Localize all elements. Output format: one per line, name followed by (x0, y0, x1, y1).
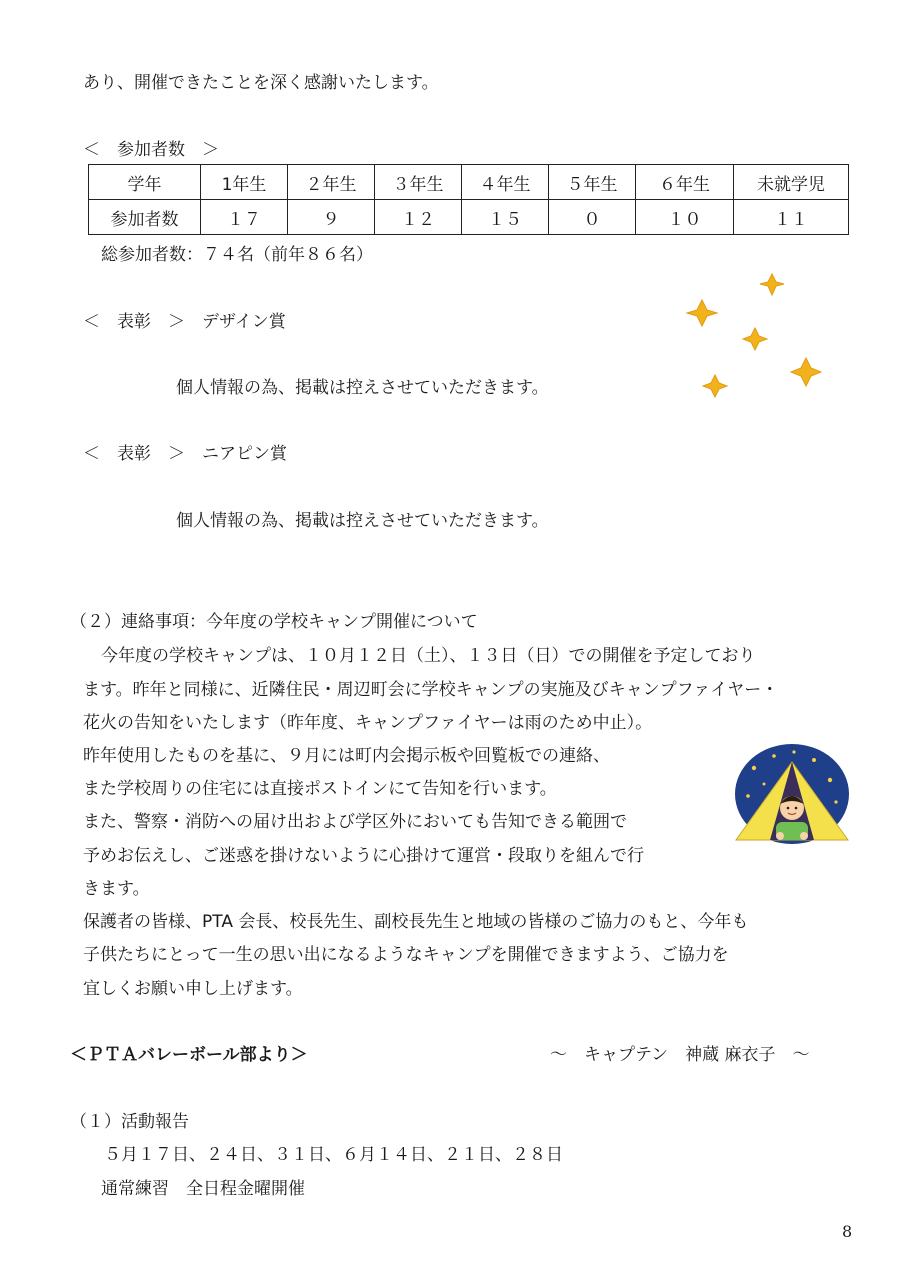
table-cell: １０ (636, 200, 734, 235)
notice-line: 今年度の学校キャンプは、１０月１２日（土）、１３日（日）での開催を予定しており (101, 646, 756, 666)
notice-line: ます。昨年と同様に、近隣住民・周辺町会に学校キャンプの実施及びキャンプファイヤー・ (83, 680, 779, 700)
participants-table (88, 164, 849, 235)
table-cell: １５ (462, 200, 549, 235)
award-heading: ＜ 表彰 ＞ ニアピン賞 (83, 444, 287, 464)
table-header-cell: ３年生 (375, 165, 462, 200)
table-cell: １７ (201, 200, 288, 235)
table-row (89, 200, 849, 235)
table-cell: ９ (288, 200, 375, 235)
table-header-cell: 未就学児 (734, 165, 849, 200)
notice-line: 保護者の皆様、PTA 会長、校長先生、副校長先生と地域の皆様のご協力のもと、今年も (83, 912, 749, 932)
table-header-cell: ６年生 (636, 165, 734, 200)
star-icon (760, 274, 784, 295)
award-note: 個人情報の為、掲載は控えさせていただきます。 (176, 378, 549, 398)
table-header-cell: 1年生 (201, 165, 288, 200)
award-heading: ＜ 表彰 ＞ デザイン賞 (83, 312, 286, 332)
table-header-cell: ４年生 (462, 165, 549, 200)
activity-dates: ５月１７日、２４日、３１日、６月１４日、２１日、２８日 (104, 1145, 563, 1165)
notice-line: 花火の告知をいたします（昨年度、キャンプファイヤーは雨のため中止）。 (83, 713, 653, 733)
page-number: 8 (842, 1222, 853, 1241)
notice-line: 昨年使用したものを基に、９月には町内会掲示板や回覧板での連絡、 (83, 746, 610, 766)
table-cell: ０ (549, 200, 636, 235)
activity-heading: （１）活動報告 (70, 1112, 189, 1132)
star-icon (703, 375, 727, 397)
activity-practice: 通常練習 全日程金曜開催 (101, 1179, 305, 1199)
notice-line: また学校周りの住宅には直接ポストインにて告知を行います。 (83, 779, 557, 799)
table-row-label: 参加者数 (89, 200, 201, 235)
table-header-row (89, 165, 849, 200)
notice-line: 予めお伝えし、ご迷惑を掛けないように心掛けて運営・段取りを組んで行 (83, 846, 644, 866)
notice-heading: （２）連絡事項：今年度の学校キャンプ開催について (70, 612, 478, 632)
tent-icon (730, 742, 860, 854)
notice-line: また、警察・消防への届け出および学区外においても告知できる範囲で (83, 812, 627, 832)
star-icon (687, 300, 717, 326)
notice-line: きます。 (83, 879, 150, 899)
table-header-cell: ５年生 (549, 165, 636, 200)
star-icon (791, 358, 821, 386)
award-note: 個人情報の為、掲載は控えさせていただきます。 (176, 511, 549, 531)
table-cell: １１ (734, 200, 849, 235)
table-cell: １２ (375, 200, 462, 235)
stars-illustration (680, 268, 830, 408)
volleyball-heading: ＜ＰＴＡバレーボール部より＞ (70, 1045, 308, 1065)
table-header-cell: 学年 (89, 165, 201, 200)
table-header-cell: ２年生 (288, 165, 375, 200)
participants-heading: ＜ 参加者数 ＞ (83, 140, 219, 160)
intro-line: あり、開催できたことを深く感謝いたします。 (83, 73, 439, 93)
notice-line: 子供たちにとって一生の思い出になるようなキャンプを開催できますよう、ご協力を (83, 945, 729, 965)
participants-total: 総参加者数：７４名（前年８６名） (101, 245, 373, 265)
captain-line: ～ キャプテン 神蔵 麻衣子 ～ (550, 1045, 810, 1065)
star-icon (743, 328, 767, 350)
notice-line: 宜しくお願い申し上げます。 (83, 979, 303, 999)
